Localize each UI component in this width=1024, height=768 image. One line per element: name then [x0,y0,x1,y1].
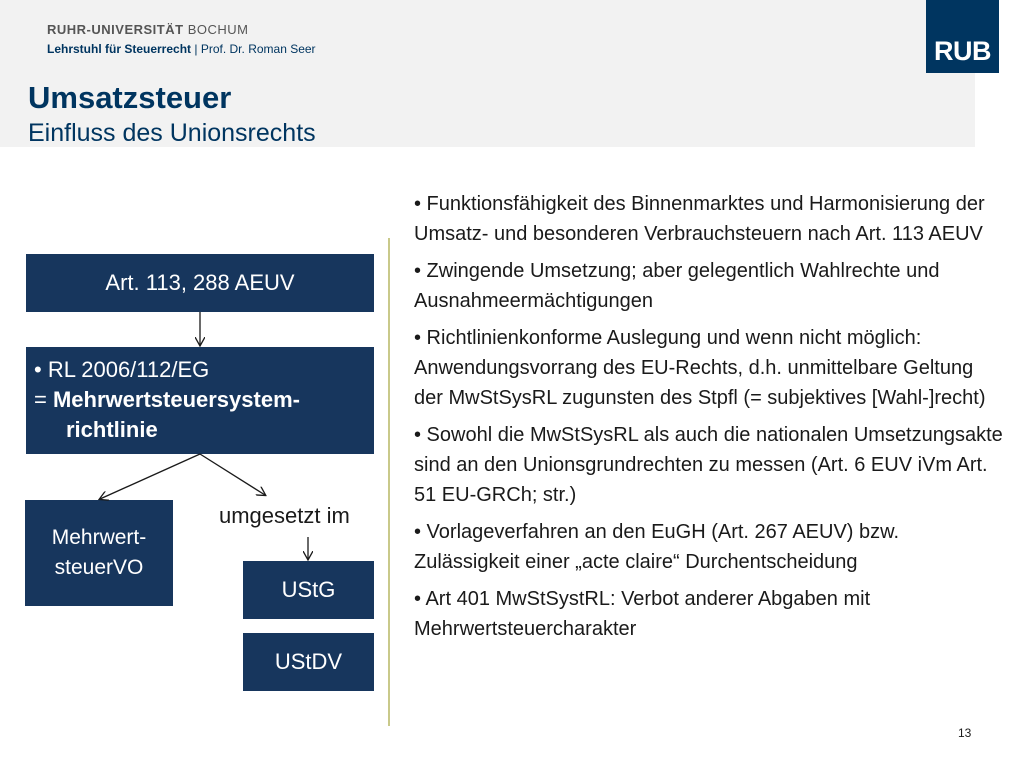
ustg-label: UStG [281,577,336,602]
rub-logo-text: RUB [934,36,991,66]
divider-line [388,238,390,726]
chair-name: Lehrstuhl für Steuerrecht [47,42,192,56]
chair-separator: | [194,42,198,56]
bullet-item: • Sowohl die MwStSysRL als auch die nationalen Umsetzungsakte sind an den Unionsgrundrechten zu messen (Art. 6 EUV iVm Art. 51 EU-GRCh; str.) [414,424,1003,506]
implemented-in-label: umgesetzt im [219,503,350,528]
page-number: 13 [958,726,972,740]
ustdv-label: UStDV [274,649,343,674]
university-name-rest: BOCHUM [187,22,249,37]
arrow-directive-to-umgesetzt [200,454,265,495]
chair-professor: Prof. Dr. Roman Seer [200,42,316,56]
aeuv-label: Art. 113, 288 AEUV [105,270,295,295]
vat-regulation-line-2: steuerVO [54,556,144,579]
bullet-list [414,189,1004,651]
bullet-item: • Art 401 MwStSystRL: Verbot anderer Abgaben mit Mehrwertsteuercharakter [414,588,871,640]
bullet-item: • Zwingende Umsetzung; aber gelegentlich Wahlrechte und Ausnahmeermächtigungen [414,260,940,312]
directive-line-1: • RL 2006/112/EG [34,357,210,382]
vat-regulation-line-1: Mehrwert- [51,526,147,549]
slide-subtitle: Einfluss des Unionsrechts [28,119,316,147]
directive-line-3: richtlinie [66,417,158,442]
slide-title: Umsatzsteuer [28,80,232,115]
bullet-item: • Vorlageverfahren an den EuGH (Art. 267 AEUV) bzw. Zulässigkeit einer „acte claire“ Durchentscheidung [414,521,900,573]
university-name-bold: RUHR-UNIVERSITÄT [47,22,184,37]
bullet-item: • Richtlinienkonforme Auslegung und wenn nicht möglich: Anwendungsvorrang des EU-Rechts, d.h. unmittelbare Geltung der MwStSysRL zugunsten des Stpfl (= subjektives [Wahl-]recht) [414,327,986,409]
bullet-item: • Funktionsfähigkeit des Binnenmarktes und Harmonisierung der Umsatz- und besonderen Verbrauchsteuern nach Art. 113 AEUV [414,193,985,245]
arrow-directive-to-regulation [100,454,200,499]
directive-line-2-prefix: = [34,387,53,412]
directive-line-2-bold: Mehrwertsteuersystem- [52,387,300,412]
